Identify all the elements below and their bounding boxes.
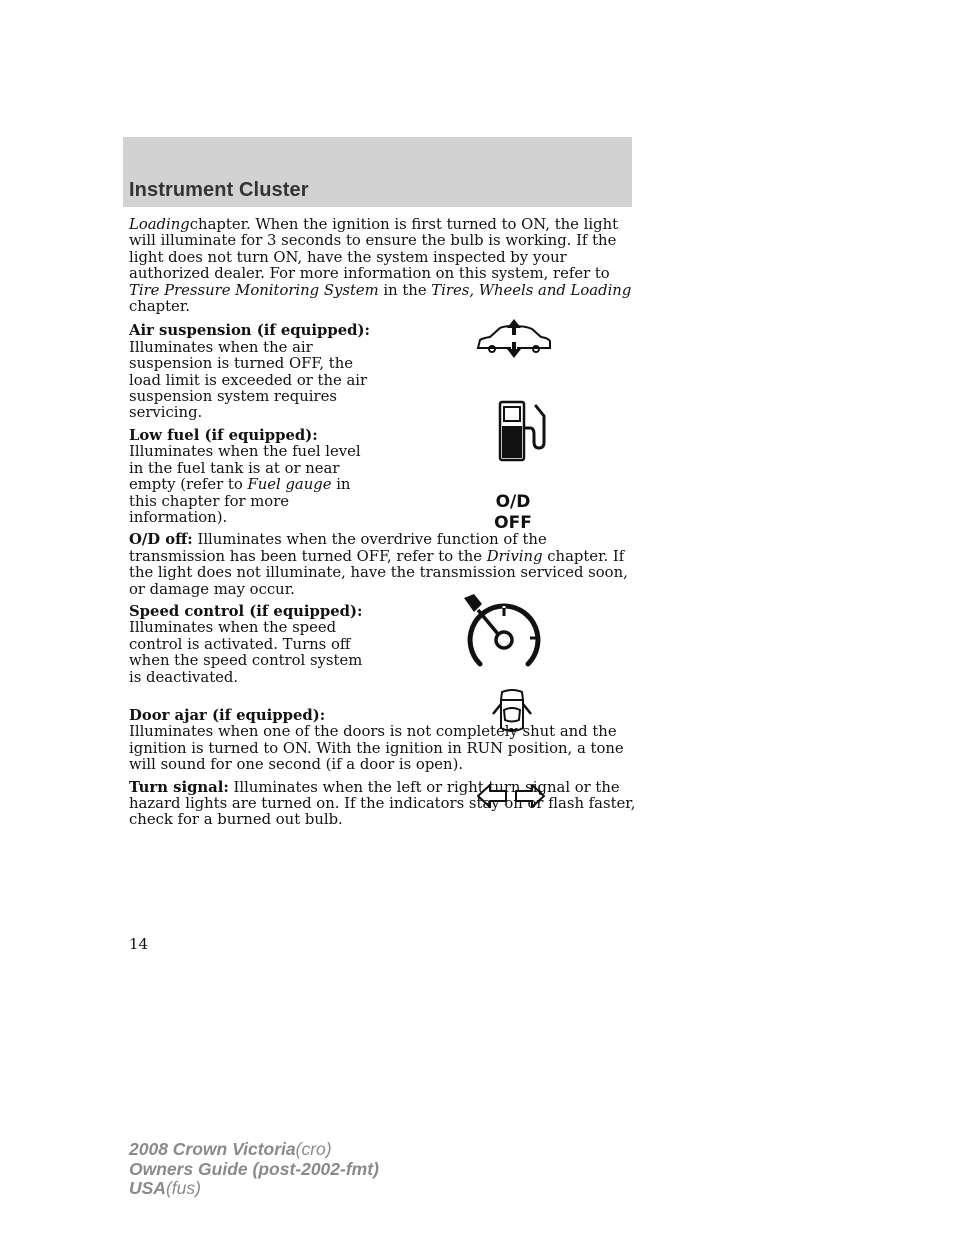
door-ajar-paragraph [129,708,639,774]
od-off-icon: O/D OFF [494,492,532,533]
speedometer-icon [462,594,546,670]
air-suspension-text: Illuminates when the air suspension is turned OFF, the load limit is exceeded or the air suspension system requires servicing. [129,338,368,422]
air-suspension-paragraph [129,323,379,421]
section-header [123,137,632,207]
intro-paragraph: Loadingchapter. When the ignition is first turned to ON, the light will illuminate for 3 seconds to ensure the bulb is working. If the light does not turn ON, have the system inspected by your authorized dealer. For more information on this system, refer to Tire Pressure Monitoring System in the Tires, Wheels and Loading chapter. [129,216,632,316]
section-title: Instrument Cluster [129,179,309,201]
speed-control-heading: Speed control (if equipped): [129,602,363,620]
page-number: 14 [129,935,149,953]
speed-control-paragraph [129,604,379,686]
od-off-heading: O/D off: [129,531,193,549]
turn-signal-arrows-icon [476,782,546,810]
speed-control-text: Illuminates when the speed control is activated. Turns off when the speed control system is deactivated. [129,619,363,686]
page-content [129,217,639,837]
document-footer: 2008 Crown Victoria(cro) Owners Guide (post-2002-fmt) USA(fus) [129,1139,379,1198]
turn-signal-text: Illuminates when the left or right turn signal or the hazard lights are turned on. If the indicators stay on or flash faster, check for a burned out bulb. [129,778,636,829]
od-off-paragraph: O/D off: Illuminates when the overdrive function of the transmission has been turned OFF, refer to the Driving chapter. If the light does not illuminate, have the transmission serviced soon, or damage may occur. [129,531,628,598]
door-ajar-text: Illuminates when one of the doors is not completely shut and the ignition is turned to ON. With the ignition in RUN position, a tone will sound for one second (if a door is open). [129,723,624,774]
low-fuel-paragraph: Low fuel (if equipped): Illuminates when the fuel level in the fuel tank is at or near empty (refer to Fuel gauge in this chapter for more information). [129,426,361,526]
fuel-pump-icon [498,398,552,464]
door-ajar-heading: Door ajar (if equipped): [129,706,326,724]
air-suspension-icon [474,318,554,360]
turn-signal-paragraph [129,780,639,829]
low-fuel-heading: Low fuel (if equipped): [129,426,318,444]
turn-signal-heading: Turn signal: [129,778,229,796]
door-ajar-icon [492,688,532,738]
air-suspension-heading: Air suspension (if equipped): [129,322,370,340]
